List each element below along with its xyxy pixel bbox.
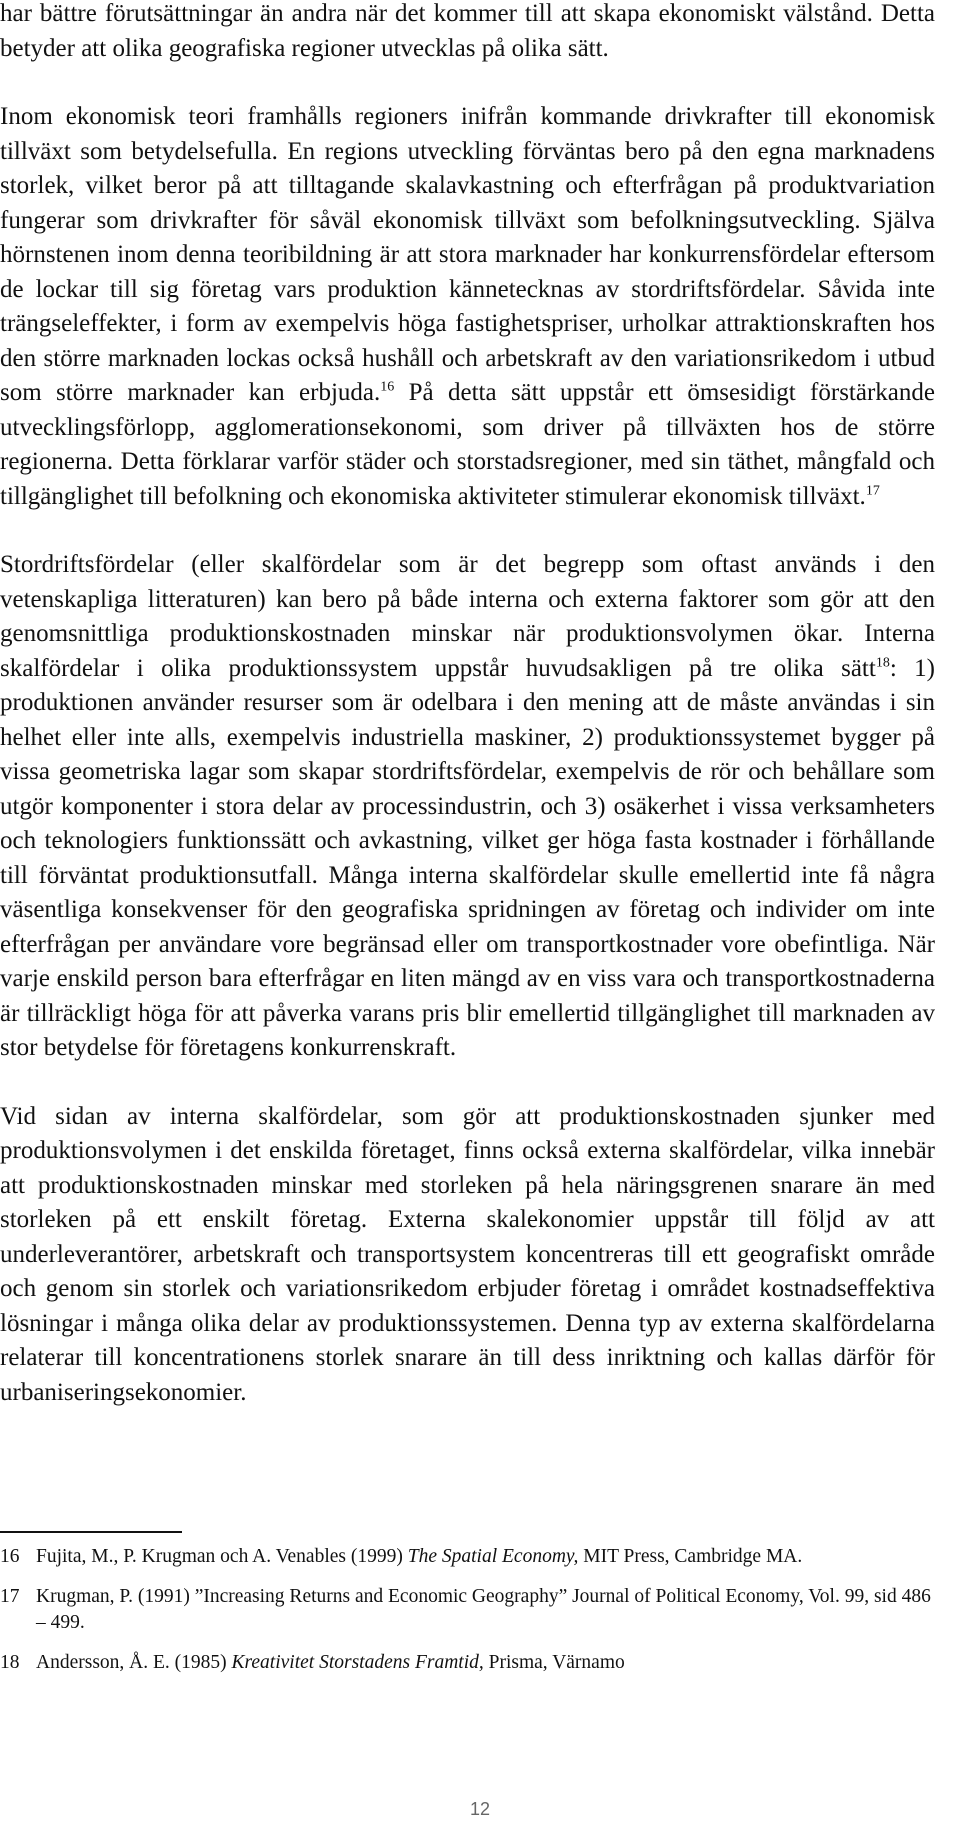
footnote-reference-17[interactable]: 17 xyxy=(865,483,880,499)
footnote-number: 18 xyxy=(0,1652,20,1673)
paragraph-1 xyxy=(0,0,935,66)
paragraph-3 xyxy=(0,548,935,1066)
paragraph-4 xyxy=(0,1100,935,1411)
paragraph-3-text-a: Stordriftsfördelar (eller skalfördelar som är det begrepp som oftast används i den vetenskapliga litteraturen) kan bero på både interna och externa faktorer som gör att den genomsnittliga produktionskostnaden minskar när produktionsvolymen ökar. Interna skalfördelar i olika produktionssystem uppstår huvudsakligen på tre olika sätt xyxy=(0,551,935,682)
footnote-separator xyxy=(0,1531,182,1533)
footnote-title: Kreativitet Storstadens Framtid, xyxy=(231,1652,484,1673)
paragraph-4-text: Vid sidan av interna skalfördelar, som gör att produktionskostnaden sjunker med produktionsvolymen i det enskilda företaget, finns också externa skalfördelar, vilka innebär att produktionskostnaden minskar med storleken på hela näringsgrenen snarare än med storleken på ett enskilt företag. Externa skalekonomier uppstår till följd av att underleverantörer, arbetskraft och transportsystem koncentreras till ett geografiskt område och genom sin storlek och variationsrikedom erbjuder företag i området kostnadseffektiva lösningar i många olika delar av produktionssystemen. Denna typ av externa skalfördelarna relaterar till koncentrationens storlek snarare än till dess inriktning och kallas därför för urbaniseringsekonomier. xyxy=(0,1102,935,1406)
paragraph-2-text-b: På detta sätt uppstår ett ömsesidigt förstärkande utvecklingsförlopp, agglomerationsekonomi, som driver på tillväxten hos de större regionerna. Detta förklarar varför städer och storstadsregioner, med sin täthet, mångfald och tillgänglighet till befolkning och ekonomiska aktiviteter stimulerar ekonomisk tillväxt. xyxy=(0,379,935,510)
paragraph-3-text-b: : 1) produktionen använder resurser som är odelbara i den mening att de måste användas i sin helhet eller inte alls, exempelvis industriella maskiner, 2) produktionssystemet bygger på vissa geometriska lagar som skapar stordriftsfördelar, exempelvis de rör och behållare som utgör komponenter i stora delar av processindustrin, och 3) osäkerhet i vissa verksamheters och teknologiers funktionssätt och avkastning, vilket ger höga fasta kostnader i förhållande till förväntat produktionsutfall. Många interna skalfördelar skulle emellertid inte få några väsentliga konsekvenser för den geografiska spridningen av företag och individer om inte efterfrågan per användare vore begränsad eller om transportkostnader vore obefintliga. När varje enskild person bara efterfrågar en liten mängd av en viss vara och transportkostnaderna är tillräckligt höga för att påverka varans pris blir emellertid tillgänglighet till marknaden av stor betydelse för företagens konkurrenskraft. xyxy=(0,654,935,1061)
footnote-reference-16[interactable]: 16 xyxy=(380,379,395,395)
paragraph-2-text-a: Inom ekonomisk teori framhålls regioners inifrån kommande drivkrafter till ekonomisk tillväxt som betydelsefulla. En regions utveckling förväntas bero på den egna marknadens storlek, vilket beror på att tilltagande skalavkastning och efterfrågan på produktvariation fungerar som drivkrafter för såväl ekonomisk tillväxt som befolkningsutveckling. Själva hörnstenen inom denna teoribildning är att stora marknader har konkurrensfördelar eftersom de lockar till sig företag vars produktion kännetecknas av stordriftsfördelar. Såvida inte trängseleffekter, i form av exempelvis höga fastighetspriser, urholkar attraktionskraften hos den större marknaden lockas också hushåll och arbetskraft av den variationsrikedom i utbud som större marknader kan erbjuda. xyxy=(0,103,935,406)
footnote-text: Krugman, P. (1991) ”Increasing Returns and Economic Geography” Journal of Political Economy, Vol. 99, sid 486 – 499. xyxy=(36,1586,931,1633)
footnote-text: MIT Press, Cambridge MA. xyxy=(578,1546,803,1567)
footnotes xyxy=(0,1544,935,1690)
footnote-18 xyxy=(0,1650,935,1676)
footnote-reference-18[interactable]: 18 xyxy=(875,655,890,671)
footnote-16 xyxy=(0,1544,935,1570)
footnote-title: The Spatial Economy, xyxy=(407,1546,579,1567)
footnote-number: 17 xyxy=(0,1586,20,1607)
paragraph-1-text: har bättre förutsättningar än andra när det kommer till att skapa ekonomiskt välstånd. Detta betyder att olika geografiska regioner utvecklas på olika sätt. xyxy=(0,0,935,62)
footnote-number: 16 xyxy=(0,1546,20,1567)
footnote-text: Prisma, Värnamo xyxy=(483,1652,625,1673)
footnote-text: Andersson, Å. E. (1985) xyxy=(36,1652,232,1673)
paragraph-2 xyxy=(0,100,935,514)
footnote-17 xyxy=(0,1584,935,1636)
page-number: 12 xyxy=(469,1799,491,1819)
footnote-text: Fujita, M., P. Krugman och A. Venables (1999) xyxy=(36,1546,408,1567)
